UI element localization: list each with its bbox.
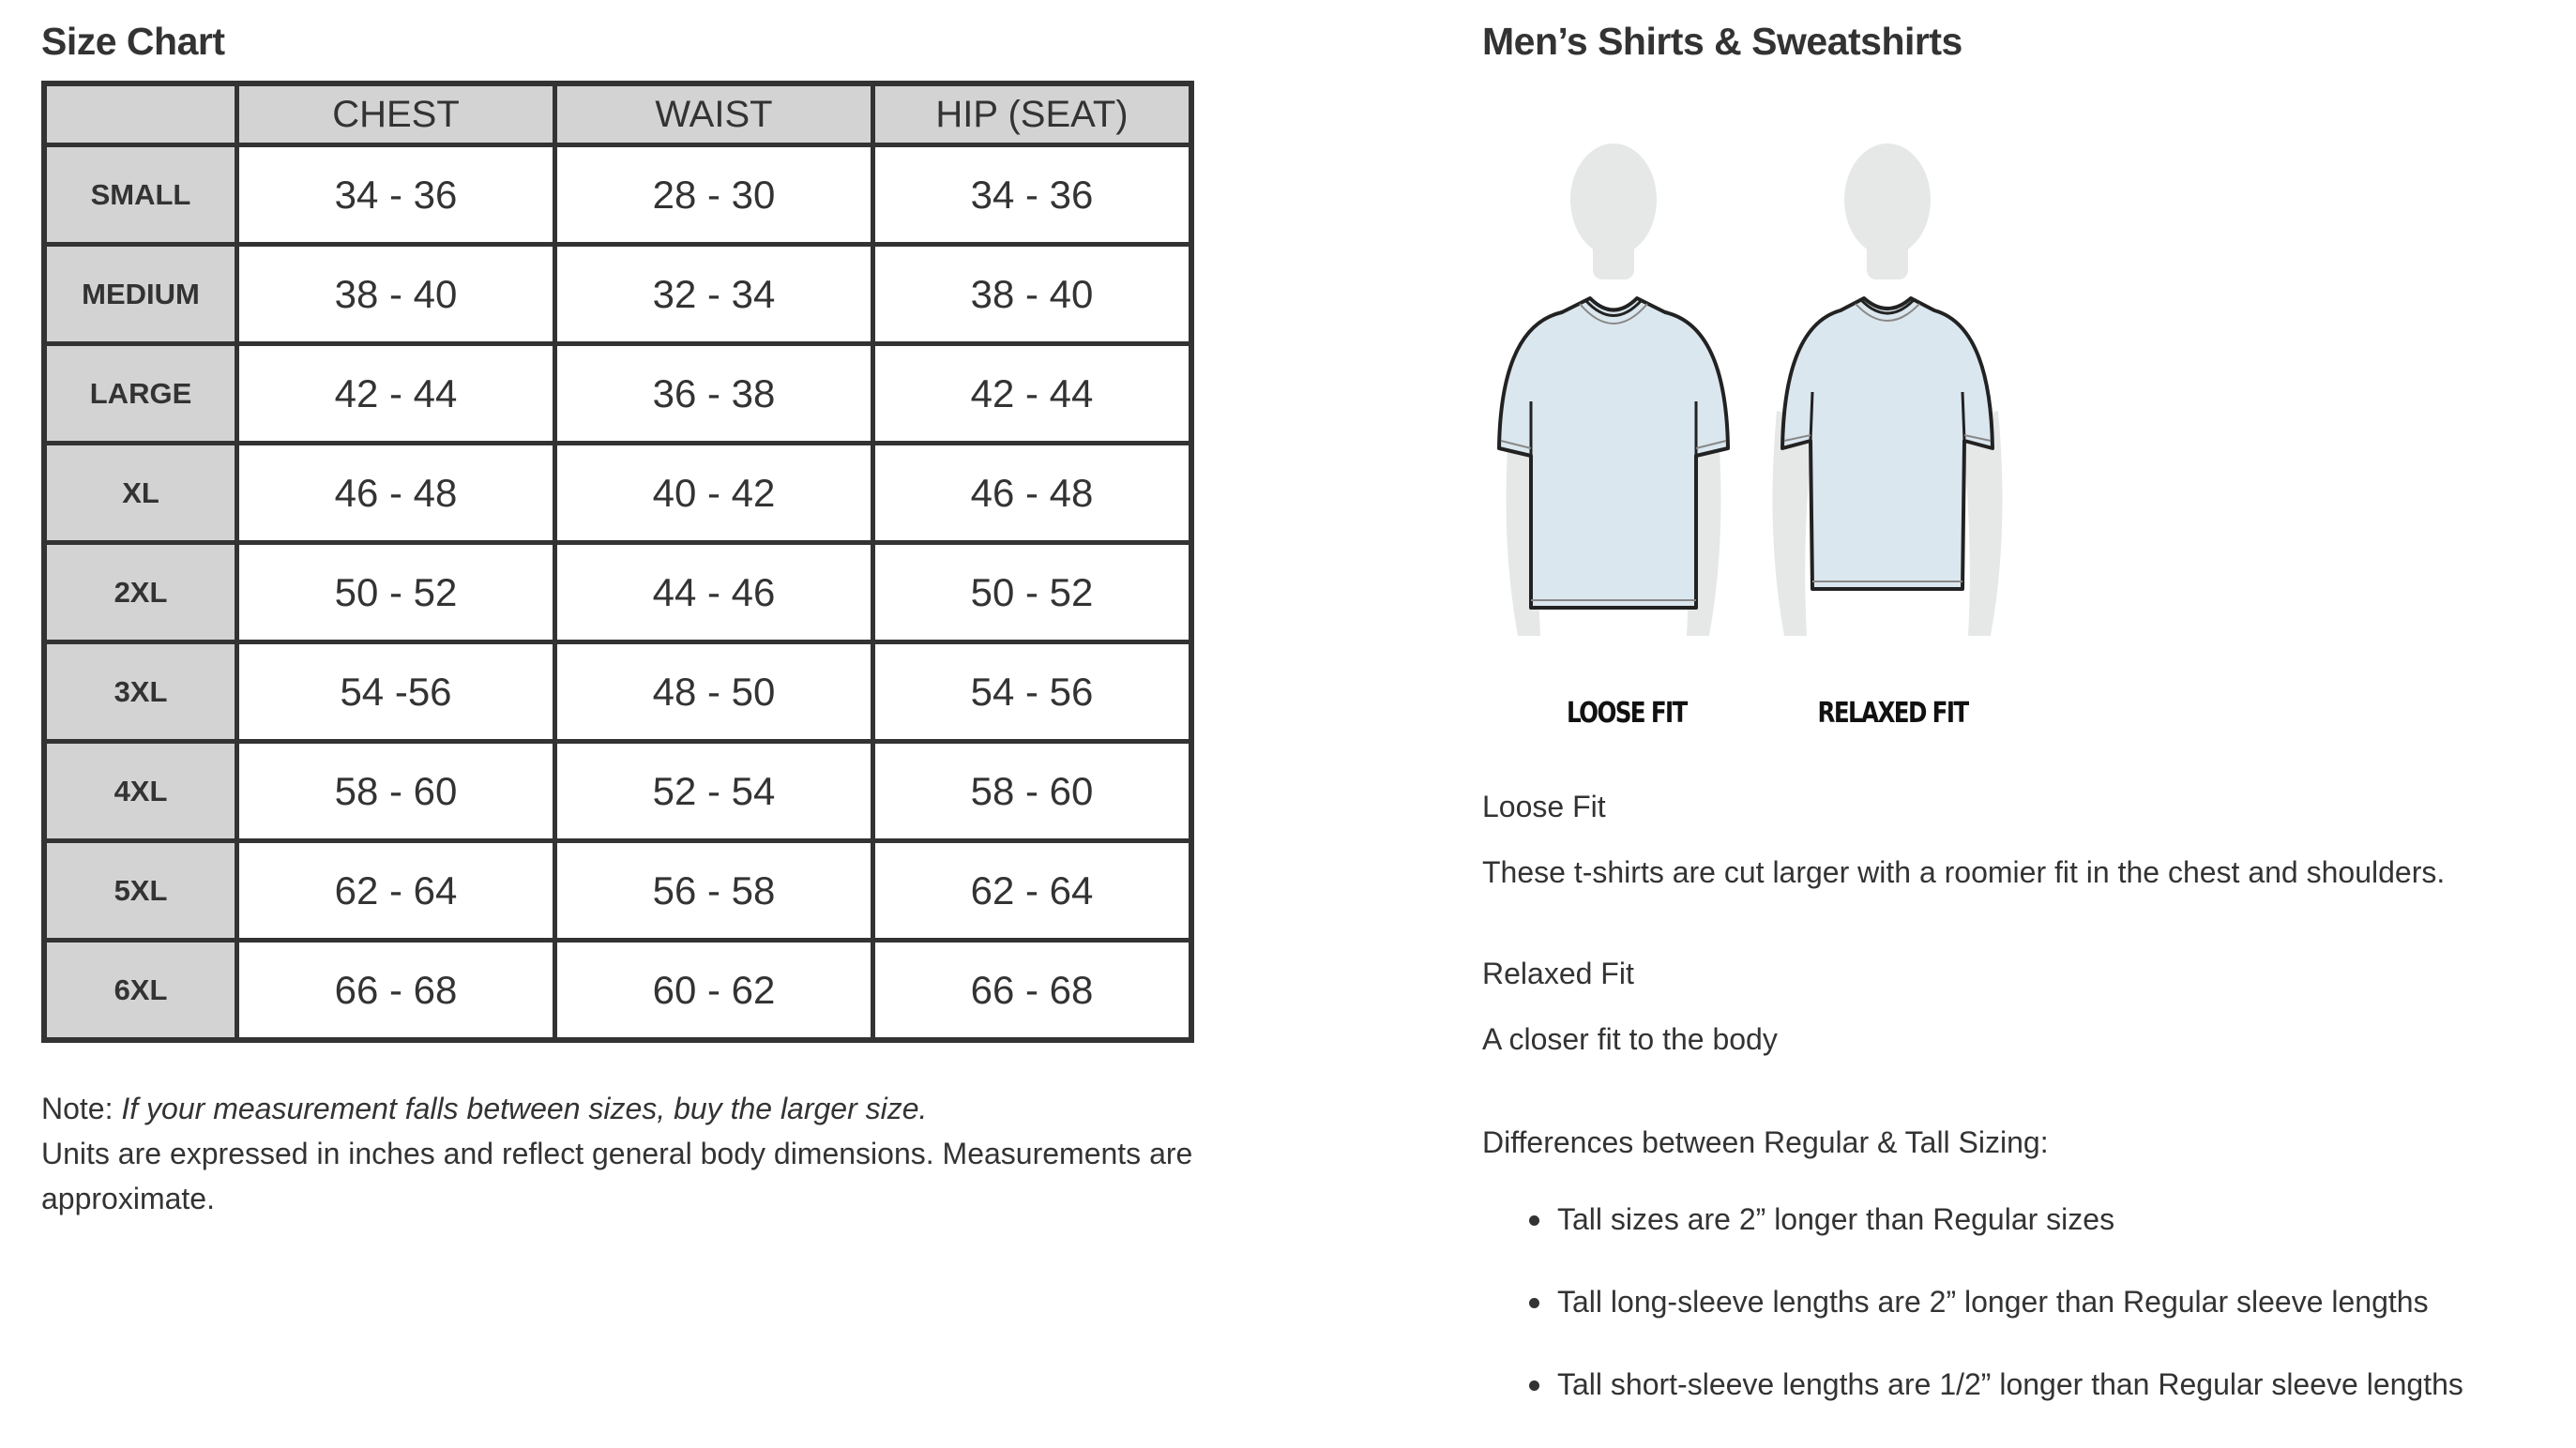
difference-text: Tall short-sleeve lengths are 1/2” longer than Regular sleeve lengths [1557,1367,2463,1401]
size-chart-table [41,81,1194,1043]
fit-guide-section [1482,17,2552,1401]
relaxed-fit-label: RELAXED FIT [1817,697,1968,730]
difference-text: Tall long-sleeve lengths are 2” longer than Regular sleeve lengths [1557,1285,2429,1319]
differences-list [1482,1200,2552,1448]
hip-cell: 46 - 48 [873,444,1192,543]
list-item [1482,1365,2552,1403]
relaxed-fit-block [1482,955,1778,1058]
loose-fit-label: LOOSE FIT [1567,697,1687,730]
hip-cell: 62 - 64 [873,841,1192,941]
note-line [41,1086,1223,1131]
waist-cell: 36 - 38 [555,344,873,444]
row-header-size: 3XL [44,642,237,742]
row-header-size: 2XL [44,543,237,642]
difference-text: Tall sizes are 2” longer than Regular sizes [1557,1202,2115,1236]
waist-cell: 44 - 46 [555,543,873,642]
row-header-size: 4XL [44,742,237,841]
chest-cell: 38 - 40 [237,245,555,344]
list-item [1482,1283,2552,1320]
table-corner-cell [44,83,237,145]
table-row [44,145,1191,245]
fit-figures-svg [1482,139,2026,683]
size-chart-title: Size Chart [41,20,225,63]
table-row [44,245,1191,344]
list-item [1482,1200,2552,1238]
table-row [44,344,1191,444]
hip-cell: 42 - 44 [873,344,1192,444]
bullet-icon [1529,1380,1539,1391]
table-row [44,941,1191,1041]
chest-cell: 42 - 44 [237,344,555,444]
waist-cell: 32 - 34 [555,245,873,344]
chest-cell: 66 - 68 [237,941,555,1041]
table-row [44,444,1191,543]
fit-guide-title: Men’s Shirts & Sweatshirts [1482,20,1962,63]
chest-cell: 54 -56 [237,642,555,742]
differences-title: Differences between Regular & Tall Sizing: [1482,1125,2049,1159]
waist-cell: 52 - 54 [555,742,873,841]
row-header-size: LARGE [44,344,237,444]
relaxed-fit-heading: Relaxed Fit [1482,957,1634,990]
column-header-chest: CHEST [237,83,555,145]
waist-cell: 56 - 58 [555,841,873,941]
row-header-size: 6XL [44,941,237,1041]
loose-fit-description: These t-shirts are cut larger with a roomier fit in the chest and shoulders. [1482,855,2446,889]
chest-cell: 50 - 52 [237,543,555,642]
hip-cell: 38 - 40 [873,245,1192,344]
row-header-size: SMALL [44,145,237,245]
hip-cell: 58 - 60 [873,742,1192,841]
hip-cell: 50 - 52 [873,543,1192,642]
table-row [44,841,1191,941]
row-header-size: XL [44,444,237,543]
loose-fit-mannequin-icon [1499,143,1728,636]
chest-cell: 58 - 60 [237,742,555,841]
hip-cell: 54 - 56 [873,642,1192,742]
column-header-waist: WAIST [555,83,873,145]
hip-cell: 34 - 36 [873,145,1192,245]
size-chart-notes [41,1086,1223,1221]
waist-cell: 40 - 42 [555,444,873,543]
waist-cell: 28 - 30 [555,145,873,245]
note-text: If your measurement falls between sizes, buy the larger size. [121,1092,928,1125]
waist-cell: 60 - 62 [555,941,873,1041]
column-header-hip: HIP (SEAT) [873,83,1192,145]
chest-cell: 34 - 36 [237,145,555,245]
row-header-size: 5XL [44,841,237,941]
table-header-row [44,83,1191,145]
row-header-size: MEDIUM [44,245,237,344]
relaxed-fit-mannequin-icon [1773,143,2003,636]
table-row [44,543,1191,642]
table-row [44,642,1191,742]
bullet-icon [1529,1298,1539,1308]
relaxed-fit-description: A closer fit to the body [1482,1022,1778,1056]
waist-cell: 48 - 50 [555,642,873,742]
fit-figures [1482,139,2026,758]
units-text: Units are expressed in inches and reflect general body dimensions. Measurements are approximate. [41,1137,1193,1215]
size-chart-section [41,17,1205,1215]
loose-fit-heading: Loose Fit [1482,790,1606,823]
loose-fit-block [1482,788,2445,891]
table-row [44,742,1191,841]
bullet-icon [1529,1215,1539,1226]
chest-cell: 46 - 48 [237,444,555,543]
hip-cell: 66 - 68 [873,941,1192,1041]
chest-cell: 62 - 64 [237,841,555,941]
note-label: Note: [41,1092,114,1125]
